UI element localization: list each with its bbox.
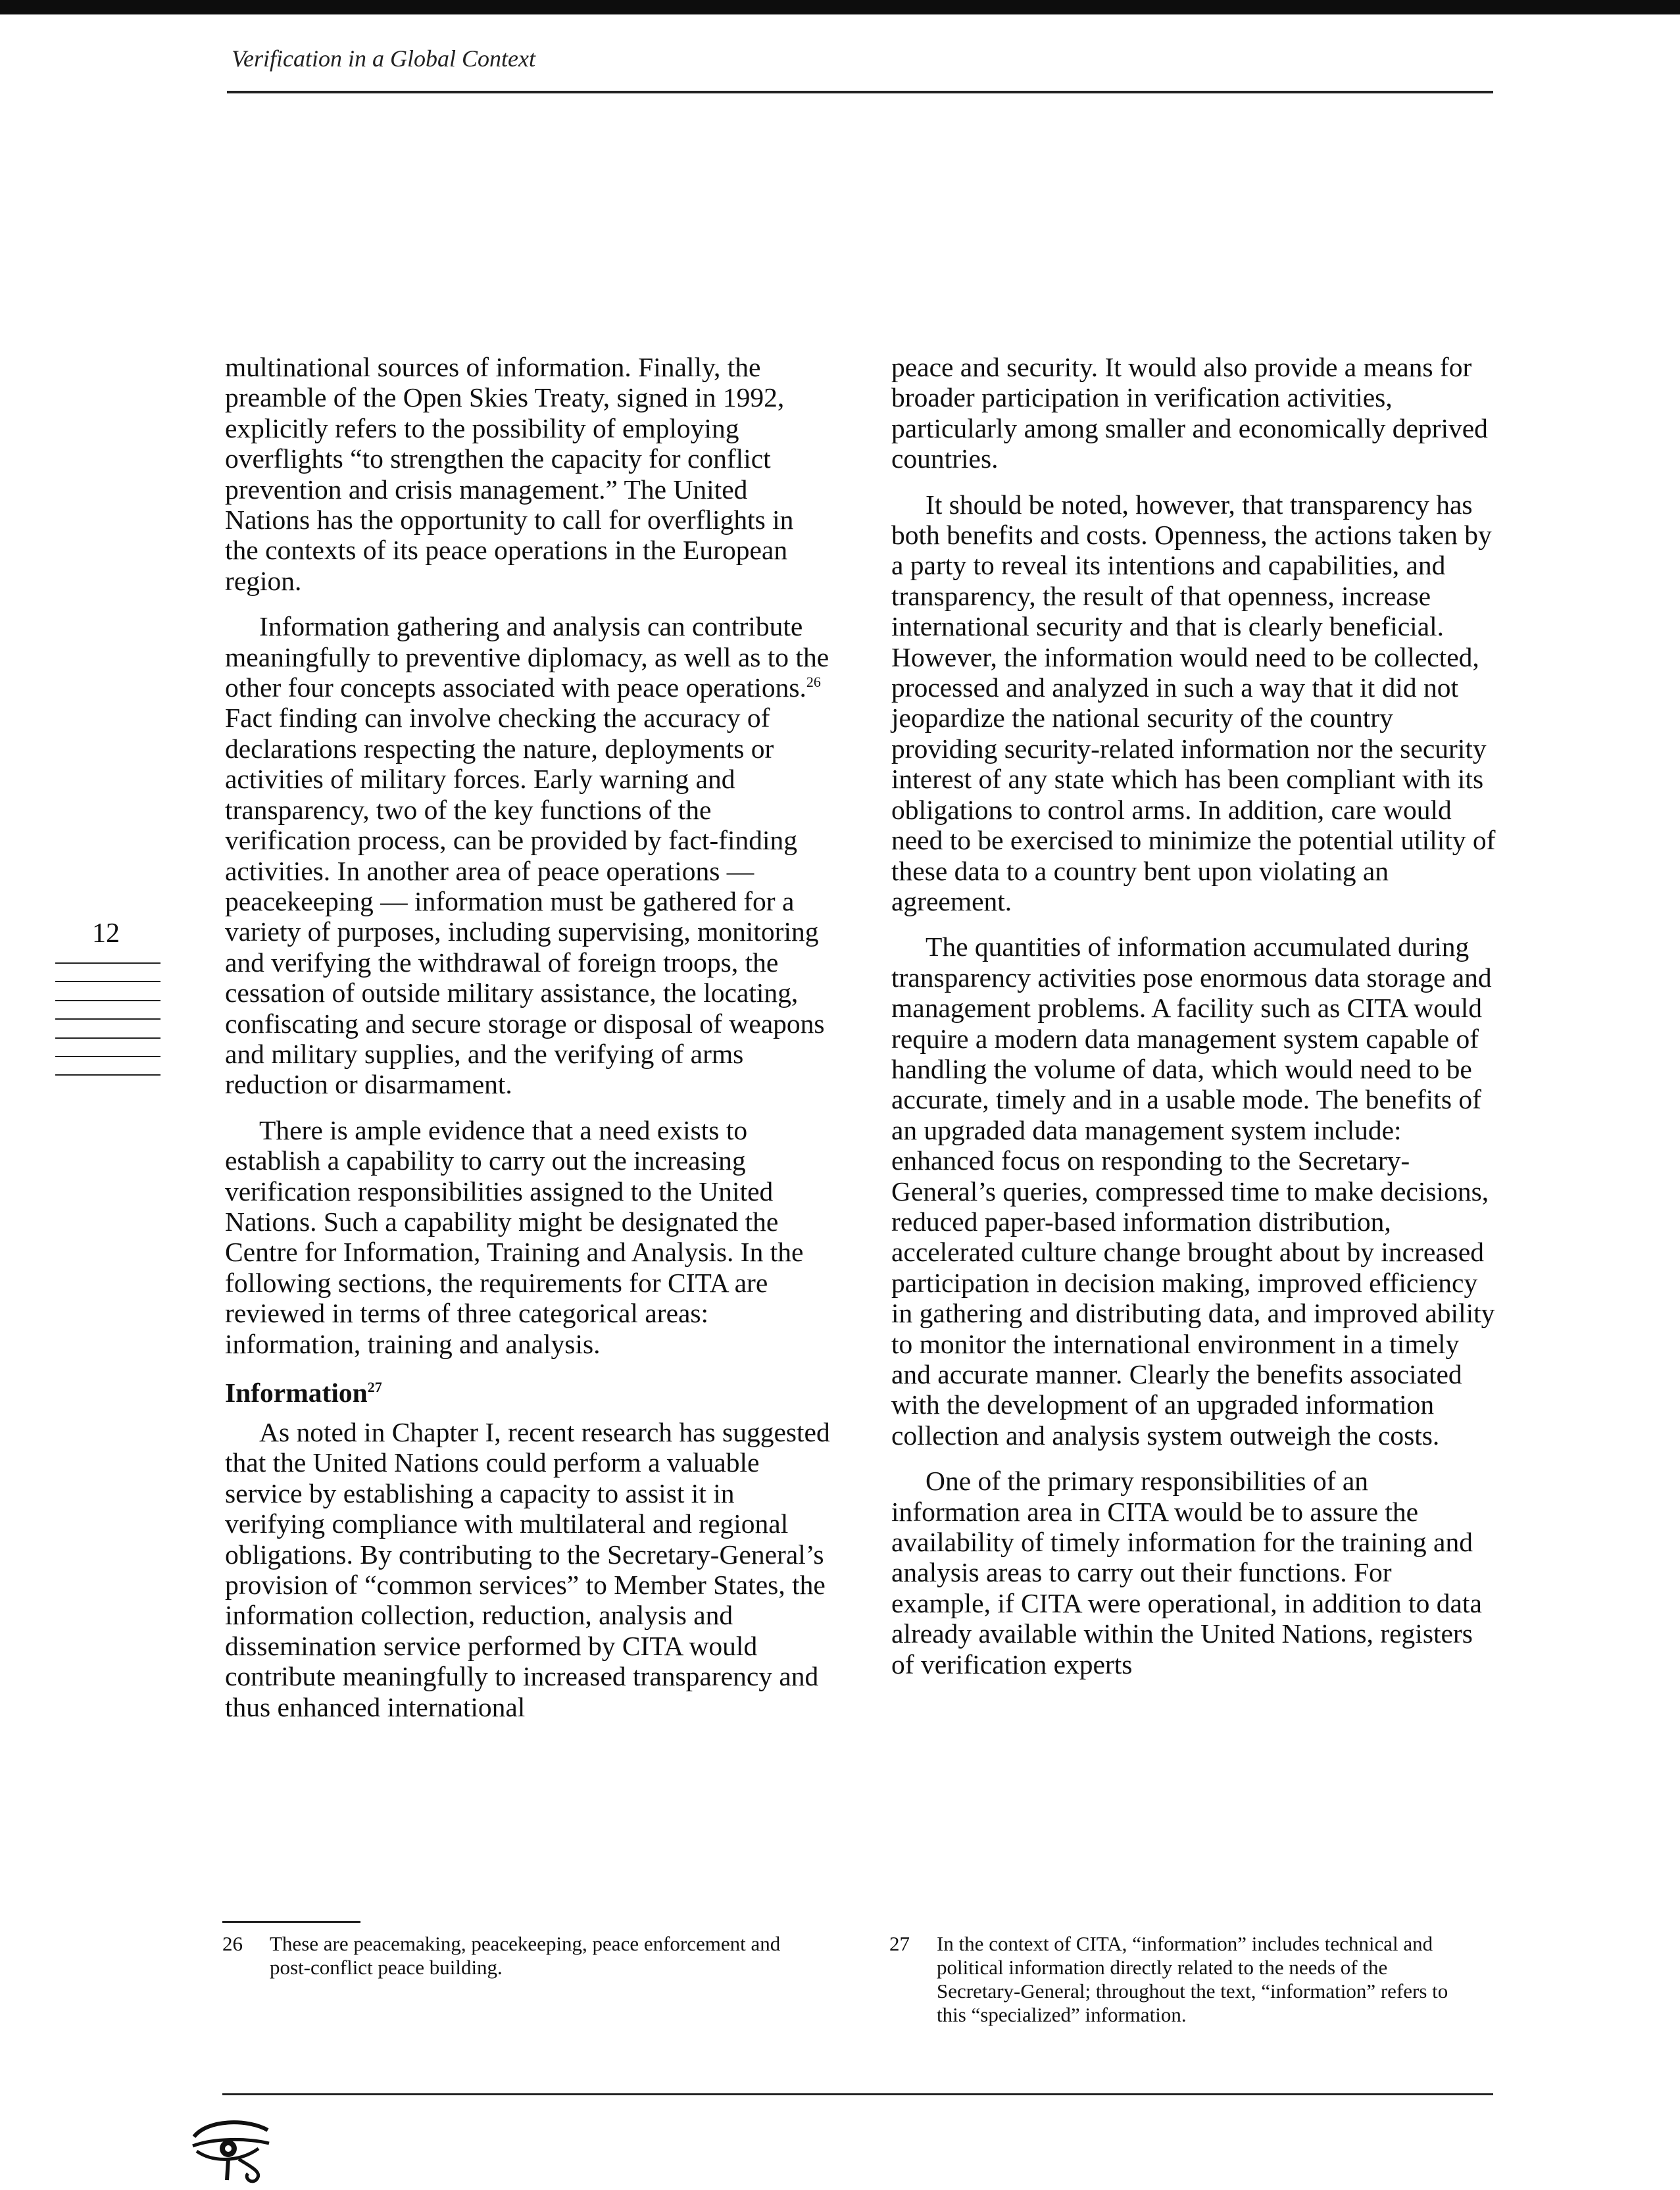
paragraph: As noted in Chapter I, recent research has suggested that the United Nations could perform a valuable service by establishing a capacity to assist it in verifying compliance with multilateral and regional obligations. By contributing to the Secretary-General’s provision of “common services” to Member States, the information collection, reduction, analysis and dissemination service performed by CITA would contribute meaningfully to increased transparency and thus enhanced international (225, 1417, 830, 1722)
scan-top-edge (0, 0, 1680, 14)
margin-line (55, 1037, 161, 1039)
margin-line (55, 1056, 161, 1057)
footnote-ref: 27 (367, 1379, 382, 1396)
paragraph-text: Fact finding can involve checking the accuracy of declarations respecting the nature, deployments or activities of military forces. Early warning and transparency, two of the key functions of the verification process, can be provided by fact-finding activities. In another area of peace operations — peacekeeping — information must be gathered for a variety of purposes, including supervising, monitoring and verifying the withdrawal of foreign troops, the cessation of outside military assistance, the locating, confiscating and secure storage or disposal of weapons and military supplies, and the verifying of arms reduction or disarmament. (225, 703, 825, 1100)
footnote-number: 27 (889, 1932, 910, 1955)
paragraph-text: Information gathering and analysis can contribute meaningfully to preventive diplomacy, as well as to the other four concepts associated with peace operations. (225, 611, 829, 703)
margin-line (55, 1000, 161, 1001)
footnote-text: These are peacemaking, peacekeeping, peace enforcement and post-conflict peace building. (270, 1932, 781, 1979)
footnote-number: 26 (222, 1932, 243, 1955)
footer-rule (222, 2093, 1493, 2095)
paragraph: The quantities of information accumulated during transparency activities pose enormous data storage and management problems. A facility such as CITA would require a modern data management system capable of handling the volume of data, which would need to be accurate, timely and in a usable mode. The benefits of an upgraded data management system include: enhanced focus on responding to the Secretary-General’s queries, compressed time to make decisions, reduced paper-based information distribution, accelerated culture change brought about by increased participation in decision making, improved efficiency in gathering and distributing data, and improved ability to monitor the international environment in a timely and accurate manner. Clearly the benefits associated with the development of an upgraded information collection and analysis system outweigh the costs. (891, 932, 1495, 1451)
paragraph: One of the primary responsibilities of an information area in CITA would be to assure the availability of timely information for the training and analysis areas to carry out their functions. For example, if CITA were operational, in addition to data already available within the United Nations, registers of verification experts (891, 1466, 1482, 1680)
footnote-text: In the context of CITA, “information” includes technical and political information directly related to the needs of the Secretary-General; throughout the text, “information” refers to this “specialized” information. (937, 1932, 1448, 2026)
margin-line (55, 962, 161, 964)
footnote-rule (222, 1921, 360, 1923)
left-column (225, 352, 830, 1737)
paragraph: There is ample evidence that a need exists to establish a capability to carry out the increasing verification responsibilities assigned to the United Nations. Such a capability might be designated the Centre for Information, Training and Analysis. In the following sections, the requirements for CITA are reviewed in terms of three categorical areas: information, training and analysis. (225, 1114, 804, 1359)
footnote (889, 1932, 1468, 2027)
paragraph (225, 611, 830, 1100)
margin-decoration (55, 962, 161, 1093)
margin-line (55, 981, 161, 982)
section-heading (225, 1378, 830, 1408)
footnote-ref: 26 (806, 674, 821, 691)
page-number: 12 (92, 918, 120, 949)
header-rule (227, 91, 1493, 93)
margin-line (55, 1018, 161, 1020)
paragraph: It should be noted, however, that transparency has both benefits and costs. Openness, the actions taken by a party to reveal its intentions and capabilities, and transparency, the result of that openness, increase international security and that is clearly beneficial. However, the information would need to be collected, processed and analyzed in such a way that it did not jeopardize the national security of the country providing security-related information nor the security interest of any state which has been compliant with its obligations to control arms. In addition, care would need to be exercised to minimize the potential utility of these data to a country bent upon violating an agreement. (891, 489, 1496, 916)
right-column (891, 352, 1496, 1695)
section-heading-text: Information (225, 1378, 368, 1408)
footnote (222, 1932, 801, 1979)
paragraph: peace and security. It would also provide a means for broader participation in verification activities, particularly among smaller and economically deprived countries. (891, 352, 1488, 474)
paragraph: multinational sources of information. Finally, the preamble of the Open Skies Treaty, signed in 1992, explicitly refers to the possibility of employing overflights “to strengthen the capacity for conflict prevention and crisis management.” The United Nations has the opportunity to call for overflights in the contexts of its peace operations in the European region. (225, 352, 794, 596)
margin-line (55, 1074, 161, 1076)
eye-of-horus-icon (187, 2112, 273, 2184)
running-header: Verification in a Global Context (232, 45, 535, 72)
